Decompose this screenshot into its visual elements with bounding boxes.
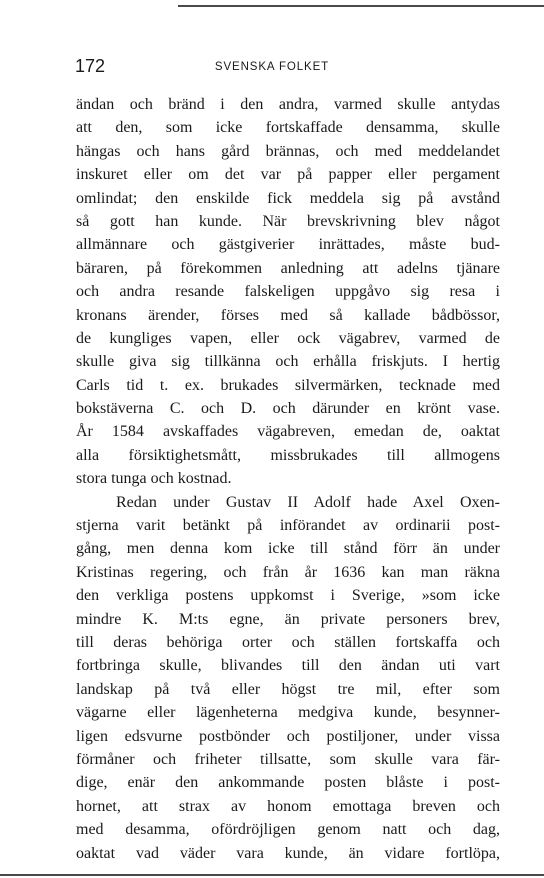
bottom-rule [0,874,544,876]
text-line: till deras behöriga orter och ställen fortskaffa och [76,633,500,651]
text-line: omlindat; den enskilde fick meddela sig på avstånd [76,189,500,207]
text-line: och andra resande falskeligen uppgåvo sig resa i [76,283,500,301]
text-line: så gott han kunde. När brevskrivning blev något [76,212,500,230]
text-line: kronans ärender, förses med så kallade bådbössor, [76,306,500,324]
text-line: ligen edsvurne postbönder och postiljoner, under vissa [76,727,500,745]
text-line: den verkliga postens uppkomst i Sverige, »som icke [76,587,500,605]
body-text [76,93,500,865]
text-line: att den, som icke fortskaffade densamma, skulle [76,119,500,137]
text-line: hängas och hans gård brännas, och med meddelandet [76,142,500,160]
text-line: Carls tid t. ex. brukades silvermärken, tecknade med [76,376,500,394]
text-line: fortbringa skulle, blivandes till den ändan uti vart [76,657,500,675]
text-line: stjerna varit betänkt på införandet av ordinarii post- [76,517,500,535]
text-line: stora tunga och kostnad. [76,470,232,488]
text-line: bäraren, på förekommen anledning att adelns tjänare [76,259,500,277]
text-line: Kristinas regering, och från år 1636 kan man räkna [76,563,500,581]
text-line: mindre K. M:ts egne, än private personers brev, [76,610,500,628]
page-number: 172 [75,56,106,76]
text-line: dige, enär den ankommande posten blåste i post- [76,774,500,792]
text-line: landskap på två eller högst tre mil, efter som [76,680,500,698]
paragraph-2 [76,491,500,865]
text-line: alla försiktighetsmått, missbrukades till allmogens [76,446,500,464]
text-line: oaktat vad väder vara kunde, än vidare fortlöpa, [76,844,500,862]
text-line: bokstäverna C. och D. och därunder en krönt vase. [76,400,500,418]
text-line: ändan och bränd i den andra, varmed skulle antydas [76,96,500,113]
text-line: vägarne eller lägenheterna medgiva kunde, besynner- [76,704,500,722]
text-line: gång, men denna kom icke till stånd förr än under [76,540,500,558]
text-line: År 1584 avskaffades vägabreven, emedan de, oaktat [76,423,500,441]
text-line: med desamma, ofördröjligen genom natt och dag, [76,821,500,839]
text-line: förmåner och friheter tillsatte, som skulle vara fär- [76,750,500,768]
running-title: SVENSKA FOLKET [214,61,330,73]
text-line: inskuret eller om det var på papper eller pergament [76,166,500,184]
top-rule [178,5,544,7]
text-line: skulle giva sig tillkänna och erhålla friskjuts. I hertig [76,353,500,371]
paragraph-1 [76,93,500,491]
text-line: hornet, att strax av honom emottaga breven och [76,797,500,815]
text-line: Redan under Gustav II Adolf hade Axel Oxen- [116,493,500,511]
text-line: allmännare och gästgiverier inrättades, måste bud- [76,236,500,254]
text-line: de kungliges vapen, eller ock vägabrev, varmed de [76,329,500,347]
